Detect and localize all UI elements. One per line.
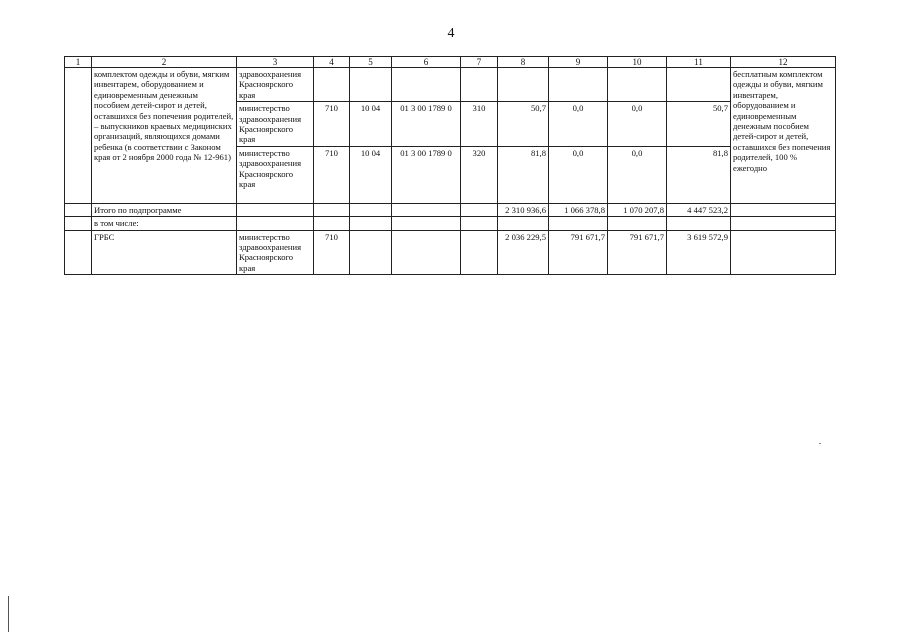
empty-cell xyxy=(392,203,461,216)
empty-cell xyxy=(314,203,350,216)
year3-cell: 0,0 xyxy=(608,146,667,203)
empty-cell xyxy=(461,230,498,275)
empty-cell xyxy=(392,230,461,275)
year3-cell: 791 671,7 xyxy=(608,230,667,275)
total-cell: 50,7 xyxy=(667,102,731,147)
page-number: 4 xyxy=(447,26,455,41)
empty-cell xyxy=(350,203,392,216)
empty-cell xyxy=(237,203,314,216)
including-row xyxy=(65,217,836,230)
year1-cell: 50,7 xyxy=(498,102,549,147)
row-number-cell xyxy=(65,68,92,204)
year3-cell xyxy=(608,68,667,102)
total-cell: 3 619 572,9 xyxy=(667,230,731,275)
year2-cell: 1 066 378,8 xyxy=(549,203,608,216)
grbs-cell: министерство здравоохранения Красноярского края xyxy=(237,146,314,203)
section-cell: 10 04 xyxy=(350,102,392,147)
empty-cell xyxy=(667,217,731,230)
header-cell: 1 xyxy=(65,57,92,68)
grbs-row xyxy=(65,230,836,275)
row-number-cell xyxy=(65,203,92,216)
total-cell: 81,8 xyxy=(667,146,731,203)
code-cell xyxy=(314,68,350,102)
empty-cell xyxy=(608,217,667,230)
type-cell: 310 xyxy=(461,102,498,147)
year1-cell: 81,8 xyxy=(498,146,549,203)
including-label: в том числе: xyxy=(92,217,237,230)
empty-cell xyxy=(731,230,836,275)
scan-speck xyxy=(819,443,821,444)
scan-margin-line xyxy=(8,596,9,632)
section-cell xyxy=(350,68,392,102)
empty-cell xyxy=(237,217,314,230)
empty-cell xyxy=(461,217,498,230)
header-cell: 2 xyxy=(92,57,237,68)
result-cell: бесплатным комплектом одежды и обуви, мягким инвентарем, оборудованием и единовременным денежным пособием детей-сирот и детей, оставшихся без попечения родителей, 100 % ежегодно xyxy=(731,68,836,204)
total-cell xyxy=(667,68,731,102)
year1-cell: 2 036 229,5 xyxy=(498,230,549,275)
header-row xyxy=(65,57,836,68)
target-cell: 01 3 00 1789 0 xyxy=(392,146,461,203)
year2-cell: 791 671,7 xyxy=(549,230,608,275)
year2-cell: 0,0 xyxy=(549,102,608,147)
budget-table xyxy=(64,56,836,275)
empty-cell xyxy=(392,217,461,230)
header-cell: 8 xyxy=(498,57,549,68)
empty-cell xyxy=(350,217,392,230)
code-cell: 710 xyxy=(314,230,350,275)
year1-cell: 2 310 936,6 xyxy=(498,203,549,216)
total-row xyxy=(65,203,836,216)
header-cell: 4 xyxy=(314,57,350,68)
measure-name-cell: комплектом одежды и обуви, мягким инвентарем, оборудованием и единовременным денежным пособием детей-сирот и детей, оставшихся без попечения родителей, – выпускников краевых медицинских организаций, являющихся домами ребенка (в соответствии с Законом края от 2 ноября 2000 года № 12-961) xyxy=(92,68,237,204)
empty-cell xyxy=(314,217,350,230)
empty-cell xyxy=(731,217,836,230)
total-label: Итого по подпрограмме xyxy=(92,203,237,216)
header-cell: 7 xyxy=(461,57,498,68)
empty-cell xyxy=(549,217,608,230)
empty-cell xyxy=(731,203,836,216)
grbs-cell: здравоохранения Красноярского края xyxy=(237,68,314,102)
header-cell: 5 xyxy=(350,57,392,68)
target-cell: 01 3 00 1789 0 xyxy=(392,102,461,147)
row-number-cell xyxy=(65,230,92,275)
section-cell: 10 04 xyxy=(350,146,392,203)
header-cell: 11 xyxy=(667,57,731,68)
empty-cell xyxy=(461,203,498,216)
grbs-cell: министерство здравоохранения Красноярского края xyxy=(237,230,314,275)
header-cell: 10 xyxy=(608,57,667,68)
table-row xyxy=(65,68,836,102)
year2-cell xyxy=(549,68,608,102)
type-cell: 320 xyxy=(461,146,498,203)
total-cell: 4 447 523,2 xyxy=(667,203,731,216)
code-cell: 710 xyxy=(314,146,350,203)
header-cell: 3 xyxy=(237,57,314,68)
row-number-cell xyxy=(65,217,92,230)
type-cell xyxy=(461,68,498,102)
empty-cell xyxy=(498,217,549,230)
grbs-label: ГРБС xyxy=(92,230,237,275)
empty-cell xyxy=(350,230,392,275)
code-cell: 710 xyxy=(314,102,350,147)
grbs-cell: министерство здравоохранения Красноярского края xyxy=(237,102,314,147)
year1-cell xyxy=(498,68,549,102)
target-cell xyxy=(392,68,461,102)
year3-cell: 0,0 xyxy=(608,102,667,147)
header-cell: 9 xyxy=(549,57,608,68)
year2-cell: 0,0 xyxy=(549,146,608,203)
year3-cell: 1 070 207,8 xyxy=(608,203,667,216)
header-cell: 12 xyxy=(731,57,836,68)
header-cell: 6 xyxy=(392,57,461,68)
